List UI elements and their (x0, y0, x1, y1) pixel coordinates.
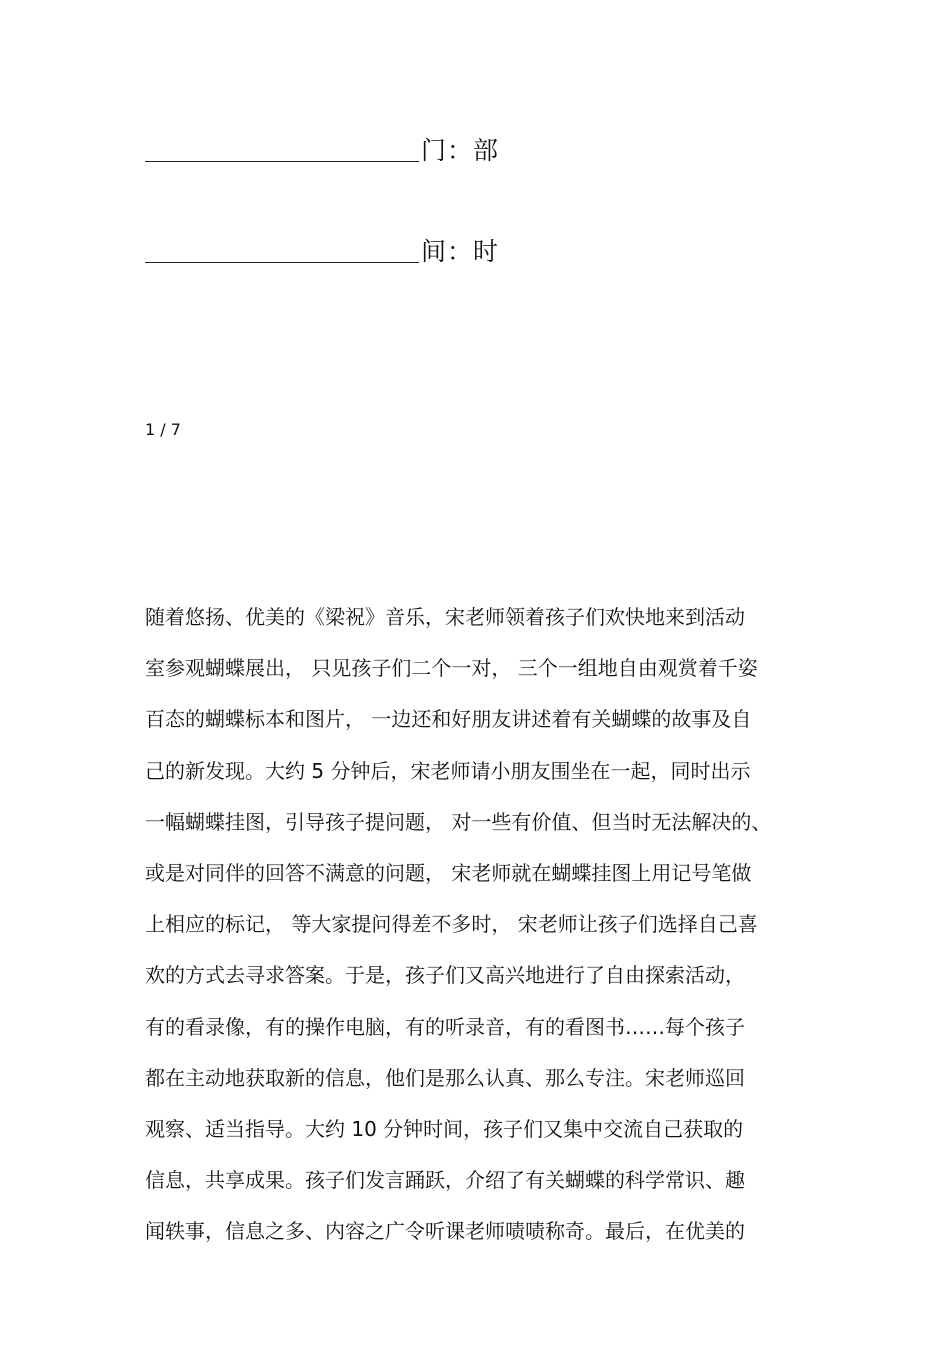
text-line: 己的新发现。大约 5 分钟后，宋老师请小朋友围坐在一起，同时出示 (145, 758, 751, 783)
text-line: 百态的蝴蝶标本和图片， 一边还和好朋友讲述着有关蝴蝶的故事及自 (145, 707, 752, 732)
department-label: 门：部 (421, 136, 500, 165)
text-line: 一幅蝴蝶挂图，引导孩子提问题， 对一些有价值、但当时无法解决的、 (145, 809, 772, 834)
text-line: 上相应的标记， 等大家提问得差不多时， 宋老师让孩子们选择自己喜 (145, 912, 758, 937)
text-line: 或是对同伴的回答不满意的问题， 宋老师就在蝴蝶挂图上用记号笔做 (145, 860, 752, 885)
text-line: 欢的方式去寻求答案。于是，孩子们又高兴地进行了自由探索活动， (145, 963, 745, 988)
text-line: 信息，共享成果。孩子们发言踊跃，介绍了有关蝴蝶的科学常识、趣 (145, 1168, 745, 1193)
text-line: 都在主动地获取新的信息，他们是那么认真、那么专注。宋老师巡回 (145, 1065, 745, 1090)
text-line: 随着悠扬、优美的《梁祝》音乐，宋老师领着孩子们欢快地来到活动 (145, 605, 745, 629)
page-number: 1 / 7 (145, 420, 181, 439)
text-line: 有的看录像，有的操作电脑，有的听录音，有的看图书……每个孩子 (145, 1014, 745, 1039)
department-field (145, 126, 499, 166)
department-blank-line (145, 161, 419, 162)
text-line: 闻轶事，信息之多、内容之广令听课老师啧啧称奇。最后，在优美的 (145, 1219, 745, 1244)
time-blank-line (145, 262, 419, 263)
text-line: 室参观蝴蝶展出， 只见孩子们二个一对， 三个一组地自由观赏着千姿 (145, 656, 758, 681)
time-label: 间：时 (421, 237, 500, 266)
text-line: 观察、适当指导。大约 10 分钟时间，孩子们又集中交流自己获取的 (145, 1116, 744, 1141)
time-field (145, 227, 499, 267)
body-paragraph (145, 597, 805, 1262)
